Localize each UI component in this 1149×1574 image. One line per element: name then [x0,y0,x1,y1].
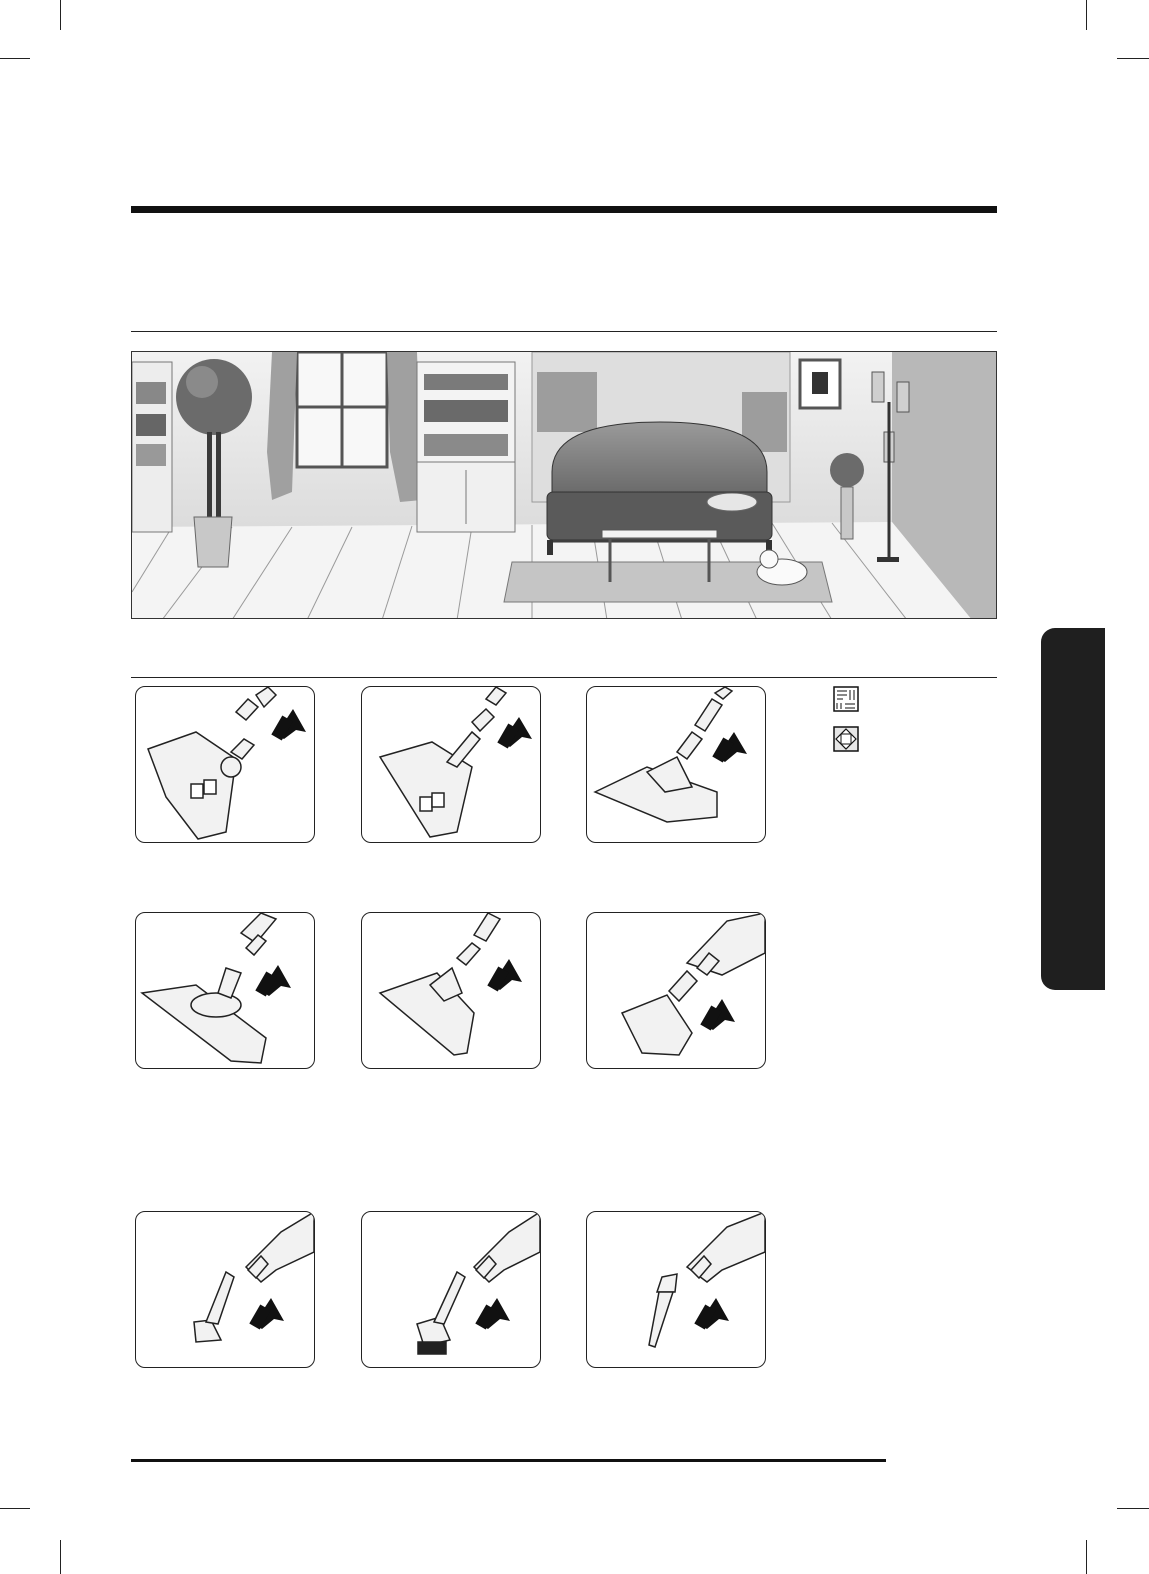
floor-brush-wheeled-icon [136,687,315,843]
title-rule [131,206,997,213]
living-room-illustration [131,351,997,619]
crop-mark [0,1508,30,1509]
crevice-tool-icon [587,1212,766,1368]
dusting-brush-panel [361,1211,541,1368]
parquet-brush-panel [135,912,315,1069]
crop-mark [1086,0,1087,30]
floor-brush-compact-icon [362,687,541,843]
dusting-brush-icon [362,1212,541,1368]
floor-brush-slim-panel [586,686,766,843]
floor-brush-slim-icon [587,687,766,843]
chapter-side-tab [1041,628,1105,990]
crop-mark [1117,58,1149,59]
crop-mark [60,0,61,30]
crop-mark [1117,1508,1149,1509]
carpet-icon [833,726,859,752]
crop-mark [0,58,30,59]
mini-motor-brush-panel [586,912,766,1069]
turbo-brush-panel [361,912,541,1069]
crop-mark [60,1540,61,1574]
floor-brush-compact-panel [361,686,541,843]
turbo-brush-icon [362,913,541,1069]
upholstery-tool-icon [136,1212,315,1368]
mini-motor-brush-icon [587,913,766,1069]
upholstery-tool-panel [135,1211,315,1368]
hard-floor-icon [833,686,859,712]
section-divider [131,331,997,332]
crevice-tool-panel [586,1211,766,1368]
floor-brush-wheeled-panel [135,686,315,843]
section-divider [131,677,997,678]
crop-mark [1086,1540,1087,1574]
footer-rule [131,1459,886,1462]
parquet-brush-icon [136,913,315,1069]
